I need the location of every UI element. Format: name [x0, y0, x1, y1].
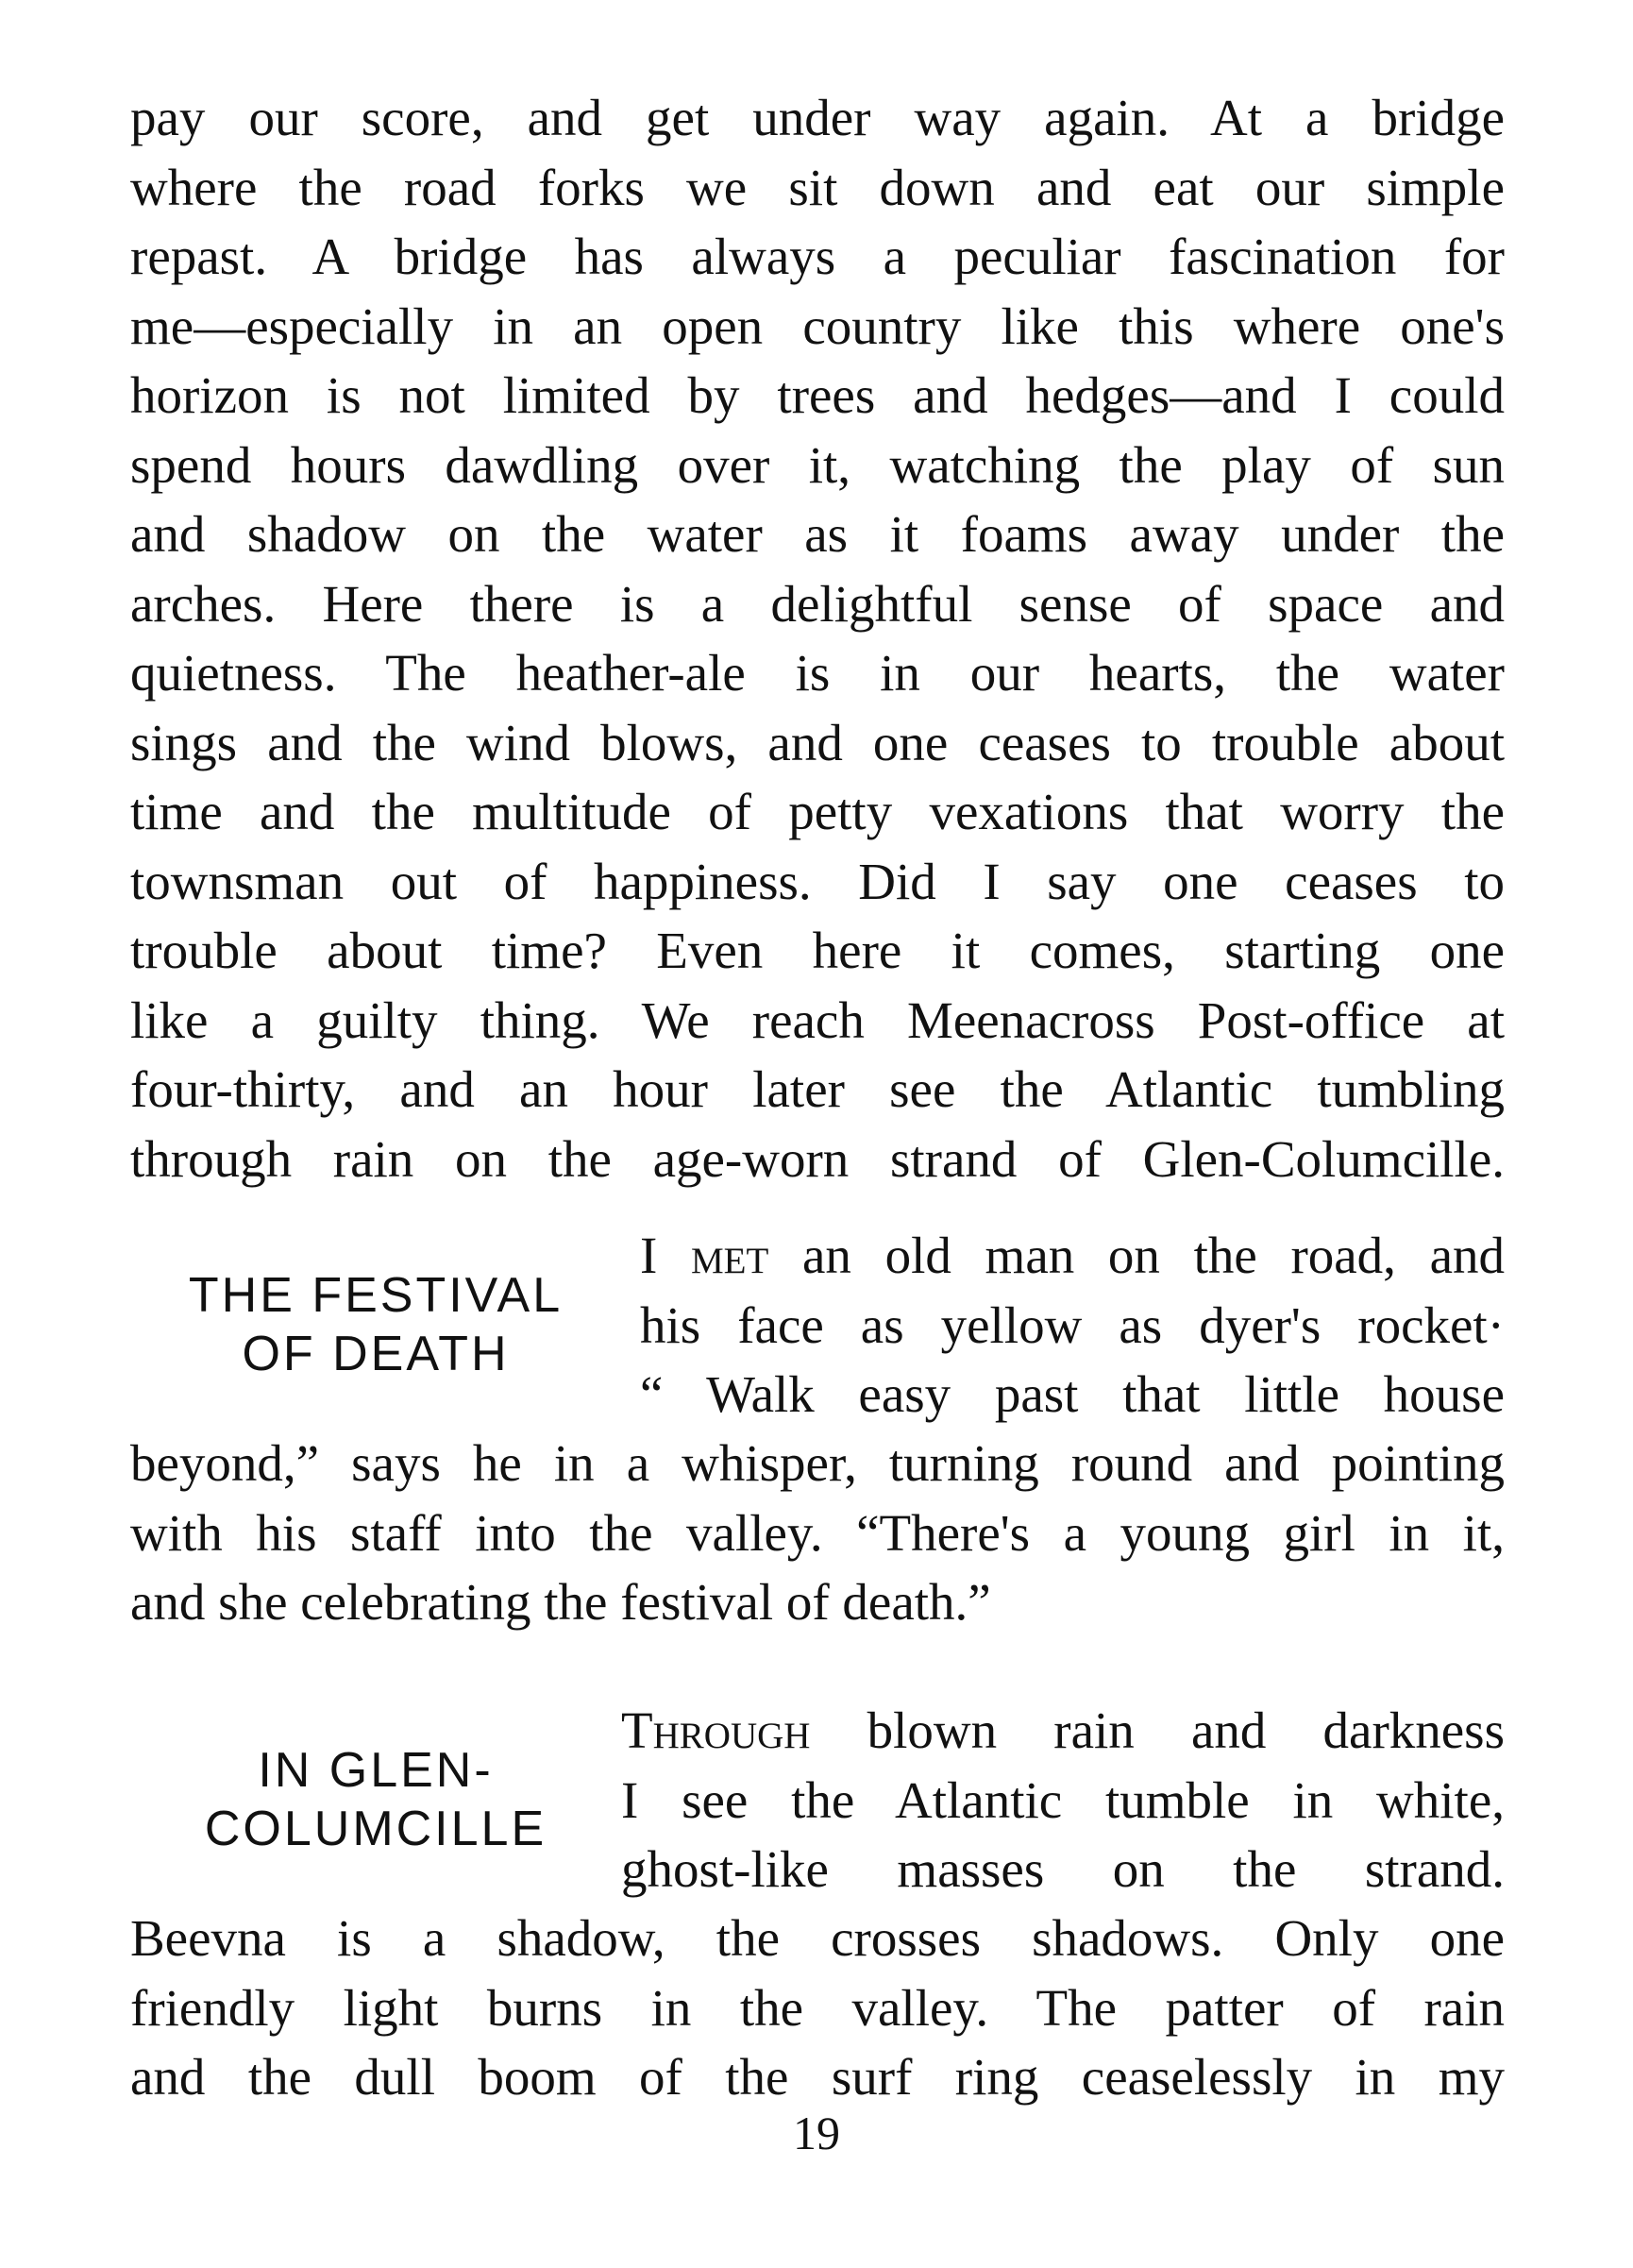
text-line: horizon is not limited by trees and hedges—and I could [130, 366, 1505, 424]
book-page [130, 83, 1505, 2236]
festival-side-title [130, 1266, 621, 1383]
text-line: and the dull boom of the surf ring ceaselessly in my [130, 2048, 1505, 2106]
side-title-line: IN GLEN- [258, 1743, 494, 1798]
text-line: pay our score, and get under way again. At a bridge [130, 89, 1505, 146]
text-line: time and the multitude of petty vexations that worry the [130, 783, 1505, 840]
text-line: townsman out of happiness. Did I say one ceases to [130, 852, 1505, 910]
side-title-line: THE FESTIVAL [188, 1268, 564, 1323]
text-line: and she celebrating the festival of death.” [130, 1573, 991, 1631]
festival-body [130, 1429, 1505, 1637]
text-line: and shadow on the water as it foams away under the [130, 505, 1505, 563]
text-line: through rain on the age-worn strand of Glen-Columcille. [130, 1129, 1505, 1188]
glen-body [130, 1904, 1505, 2112]
lead-line [621, 1696, 1505, 1766]
lead-text: blown rain and darkness [867, 1701, 1505, 1759]
lead-line: I see the Atlantic tumble in white, [621, 1770, 1505, 1829]
festival-section [130, 1221, 1505, 1637]
lead-line: his face as yellow as dyer's rocket· [640, 1295, 1505, 1354]
glen-lead [621, 1696, 1505, 1904]
text-line: Beevna is a shadow, the crosses shadows. Only one [130, 1909, 1505, 1967]
text-line: four-thirty, and an hour later see the Atlantic tumbling [130, 1060, 1505, 1118]
text-line: like a guilty thing. We reach Meenacross Post-office at [130, 990, 1505, 1049]
text-line: trouble about time? Even here it comes, starting one [130, 922, 1505, 979]
glen-head [130, 1696, 1505, 1904]
lead-smallcaps: Through [621, 1701, 811, 1759]
text-line: me—especially in an open country like this where one's [130, 296, 1505, 355]
lead-text: an old man on the road, and [802, 1227, 1506, 1284]
text-line: beyond,” says he in a whisper, turning round and pointing [130, 1434, 1505, 1492]
lead-smallcaps: I met [640, 1227, 769, 1284]
glen-section [130, 1696, 1505, 2112]
text-line: friendly light burns in the valley. The patter of rain [130, 1978, 1505, 2037]
text-line: sings and the wind blows, and one ceases to trouble about [130, 713, 1505, 771]
glen-side-title [130, 1741, 621, 1858]
lead-line [640, 1221, 1505, 1291]
text-line: with his staff into the valley. “There's a young girl in it, [130, 1503, 1505, 1562]
side-title-line: OF DEATH [242, 1327, 510, 1381]
intro-paragraph [130, 83, 1505, 1193]
festival-head [130, 1221, 1505, 1429]
lead-line: ghost-like masses on the strand. [621, 1840, 1505, 1898]
text-line: repast. A bridge has always a peculiar fascination for [130, 228, 1505, 285]
festival-lead [640, 1221, 1505, 1430]
text-line: spend hours dawdling over it, watching the play of sun [130, 435, 1505, 494]
text-line: arches. Here there is a delightful sense of space and [130, 574, 1505, 633]
lead-line: “ Walk easy past that little house [640, 1365, 1505, 1423]
page-number: 19 [793, 2107, 840, 2159]
side-title-line: COLUMCILLE [204, 1802, 547, 1856]
text-line: where the road forks we sit down and eat our simple [130, 158, 1505, 216]
text-line: quietness. The heather-ale is in our hearts, the water [130, 644, 1505, 702]
